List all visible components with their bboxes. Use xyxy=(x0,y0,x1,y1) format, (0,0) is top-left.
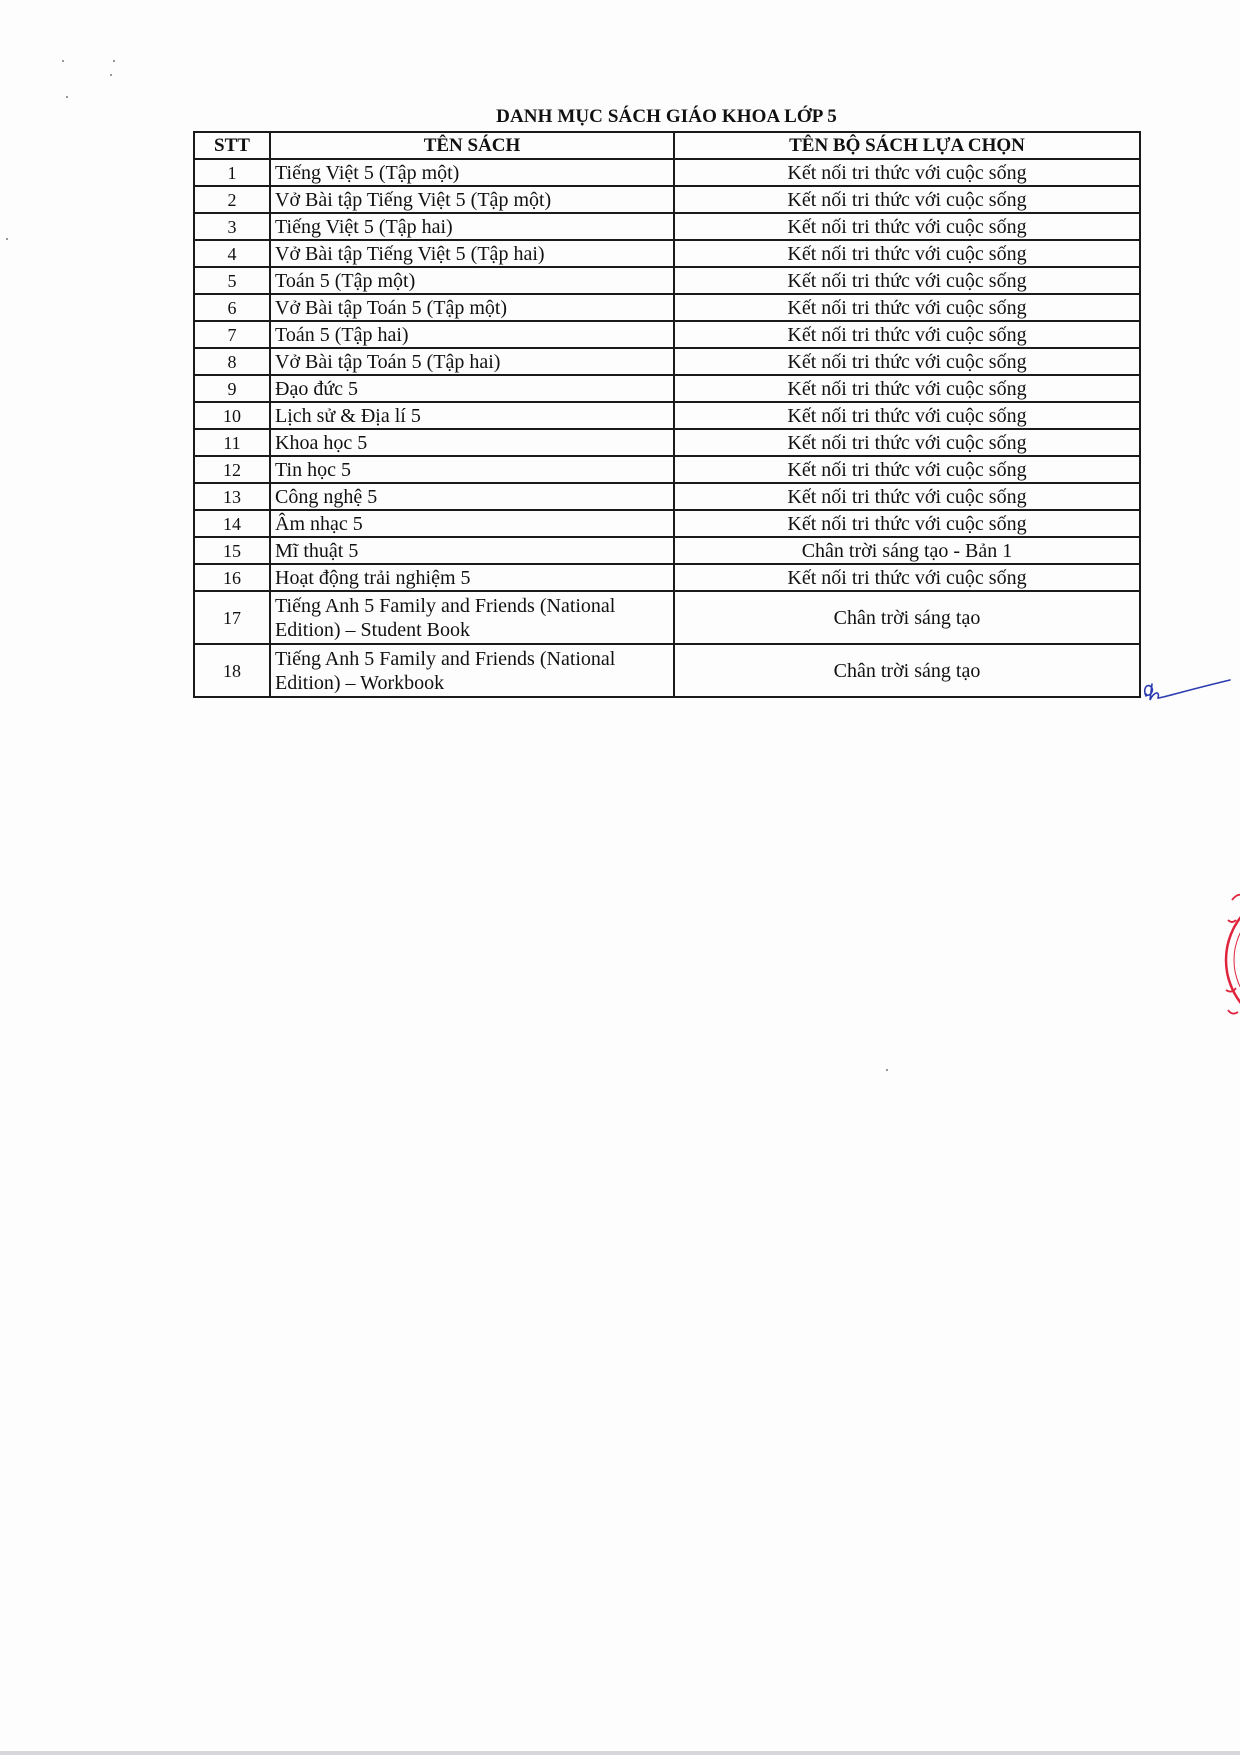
cell-stt: 12 xyxy=(194,456,270,483)
cell-series: Kết nối tri thức với cuộc sống xyxy=(674,267,1140,294)
cell-book-name: Toán 5 (Tập một) xyxy=(270,267,674,294)
page-bottom-edge xyxy=(0,1751,1240,1755)
scan-speck xyxy=(113,60,115,62)
table-row xyxy=(194,159,1140,186)
table-row xyxy=(194,402,1140,429)
scan-speck xyxy=(66,96,68,98)
cell-book-name: Vở Bài tập Tiếng Việt 5 (Tập một) xyxy=(270,186,674,213)
cell-book-name: Toán 5 (Tập hai) xyxy=(270,321,674,348)
table-row xyxy=(194,186,1140,213)
table-row xyxy=(194,564,1140,591)
header-series: TÊN BỘ SÁCH LỰA CHỌN xyxy=(674,132,1140,159)
table-row xyxy=(194,240,1140,267)
scan-speck xyxy=(110,74,112,76)
table-row xyxy=(194,483,1140,510)
scan-speck xyxy=(62,60,64,62)
cell-stt: 7 xyxy=(194,321,270,348)
cell-stt: 2 xyxy=(194,186,270,213)
cell-stt: 13 xyxy=(194,483,270,510)
cell-series: Kết nối tri thức với cuộc sống xyxy=(674,321,1140,348)
table-row xyxy=(194,429,1140,456)
cell-stt: 3 xyxy=(194,213,270,240)
cell-series: Chân trời sáng tạo xyxy=(674,591,1140,644)
cell-series: Kết nối tri thức với cuộc sống xyxy=(674,402,1140,429)
cell-book-name: Đạo đức 5 xyxy=(270,375,674,402)
cell-stt: 9 xyxy=(194,375,270,402)
textbook-table xyxy=(193,131,1141,698)
cell-stt: 16 xyxy=(194,564,270,591)
official-stamp xyxy=(1218,870,1240,1050)
cell-series: Chân trời sáng tạo - Bản 1 xyxy=(674,537,1140,564)
cell-book-name: Khoa học 5 xyxy=(270,429,674,456)
table-row xyxy=(194,537,1140,564)
cell-book-name: Vở Bài tập Toán 5 (Tập hai) xyxy=(270,348,674,375)
cell-book-name: Hoạt động trải nghiệm 5 xyxy=(270,564,674,591)
cell-stt: 15 xyxy=(194,537,270,564)
header-book-name: TÊN SÁCH xyxy=(270,132,674,159)
cell-book-name: Tin học 5 xyxy=(270,456,674,483)
cell-book-name: Vở Bài tập Tiếng Việt 5 (Tập hai) xyxy=(270,240,674,267)
cell-stt: 14 xyxy=(194,510,270,537)
cell-stt: 18 xyxy=(194,644,270,697)
table-row xyxy=(194,591,1140,644)
cell-series: Kết nối tri thức với cuộc sống xyxy=(674,564,1140,591)
cell-series: Kết nối tri thức với cuộc sống xyxy=(674,294,1140,321)
table-row xyxy=(194,294,1140,321)
table-row xyxy=(194,644,1140,697)
cell-stt: 4 xyxy=(194,240,270,267)
cell-book-name: Âm nhạc 5 xyxy=(270,510,674,537)
cell-series: Kết nối tri thức với cuộc sống xyxy=(674,510,1140,537)
cell-series: Kết nối tri thức với cuộc sống xyxy=(674,483,1140,510)
cell-book-name: Lịch sử & Địa lí 5 xyxy=(270,402,674,429)
cell-book-name: Mĩ thuật 5 xyxy=(270,537,674,564)
signature-mark xyxy=(1140,676,1235,706)
header-stt: STT xyxy=(194,132,270,159)
cell-stt: 5 xyxy=(194,267,270,294)
cell-series: Kết nối tri thức với cuộc sống xyxy=(674,456,1140,483)
cell-stt: 11 xyxy=(194,429,270,456)
cell-book-name: Tiếng Việt 5 (Tập hai) xyxy=(270,213,674,240)
cell-series: Chân trời sáng tạo xyxy=(674,644,1140,697)
cell-stt: 6 xyxy=(194,294,270,321)
cell-series: Kết nối tri thức với cuộc sống xyxy=(674,240,1140,267)
cell-book-name: Tiếng Anh 5 Family and Friends (National Edition) – Student Book xyxy=(270,591,674,644)
cell-series: Kết nối tri thức với cuộc sống xyxy=(674,348,1140,375)
cell-series: Kết nối tri thức với cuộc sống xyxy=(674,159,1140,186)
cell-book-name: Tiếng Anh 5 Family and Friends (National Edition) – Workbook xyxy=(270,644,674,697)
table-row xyxy=(194,348,1140,375)
table-row xyxy=(194,321,1140,348)
table-row xyxy=(194,456,1140,483)
cell-stt: 8 xyxy=(194,348,270,375)
cell-stt: 17 xyxy=(194,591,270,644)
table-row xyxy=(194,510,1140,537)
table-row xyxy=(194,375,1140,402)
cell-series: Kết nối tri thức với cuộc sống xyxy=(674,429,1140,456)
cell-series: Kết nối tri thức với cuộc sống xyxy=(674,375,1140,402)
table-row xyxy=(194,213,1140,240)
cell-book-name: Tiếng Việt 5 (Tập một) xyxy=(270,159,674,186)
table-header-row xyxy=(194,132,1140,159)
cell-book-name: Vở Bài tập Toán 5 (Tập một) xyxy=(270,294,674,321)
cell-stt: 10 xyxy=(194,402,270,429)
cell-book-name: Công nghệ 5 xyxy=(270,483,674,510)
scan-speck xyxy=(6,238,8,240)
scan-speck xyxy=(886,1069,888,1071)
page-title: DANH MỤC SÁCH GIÁO KHOA LỚP 5 xyxy=(496,106,837,127)
cell-series: Kết nối tri thức với cuộc sống xyxy=(674,186,1140,213)
table-row xyxy=(194,267,1140,294)
cell-stt: 1 xyxy=(194,159,270,186)
cell-series: Kết nối tri thức với cuộc sống xyxy=(674,213,1140,240)
